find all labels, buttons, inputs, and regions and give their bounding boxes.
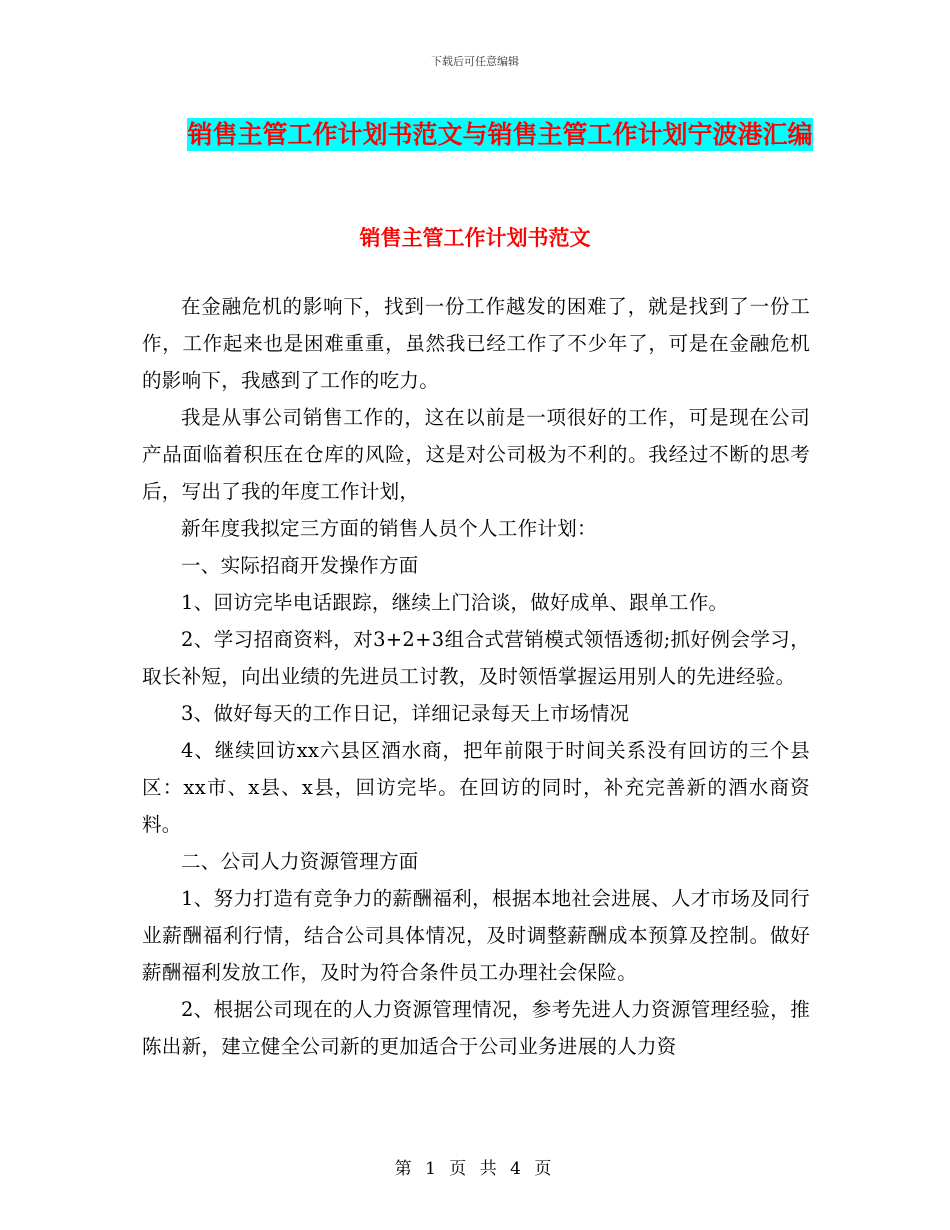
- document-title-text: 销售主管工作计划书范文与销售主管工作计划宁波港汇编: [187, 120, 813, 149]
- list-item: 3、做好每天的工作日记，详细记录每天上市场情况: [181, 702, 630, 725]
- subheading: 一、实际招商开发操作方面: [181, 554, 419, 577]
- paragraph: 在金融危机的影响下，找到一份工作越发的困难了，就是找到了一份工作，工作起来也是困难重重，虽然我已经工作了不少年了，可是在金融危机的影响下，我感到了工作的吃力。: [142, 295, 810, 392]
- list-item: 1、努力打造有竞争力的薪酬福利，根据本地社会进展、人才市场及同行业薪酬福利行情，结合公司具体情况，及时调整薪酬成本预算及控制。做好薪酬福利发放工作，及时为符合条件员工办理社会保险。: [142, 887, 810, 984]
- list-item: 2、学习招商资料，对3+2+3组合式营销模式领悟透彻;抓好例会学习，取长补短，向出业绩的先进员工讨教，及时领悟掌握运用别人的先进经验。: [142, 628, 810, 688]
- list-item: 4、继续回访xx六县区酒水商，把年前限于时间关系没有回访的三个县区：xx市、x县、x县，回访完毕。在回访的同时，补充完善新的酒水商资料。: [142, 739, 810, 836]
- section-title: 销售主管工作计划书范文: [359, 226, 591, 250]
- header-note: 下载后可任意编辑: [431, 55, 519, 68]
- document-title: [150, 110, 850, 160]
- subheading: 二、公司人力资源管理方面: [181, 850, 419, 873]
- paragraph: 我是从事公司销售工作的，这在以前是一项很好的工作，可是现在公司产品面临着积压在仓库的风险，这是对公司极为不利的。我经过不断的思考后，写出了我的年度工作计划，: [142, 406, 810, 503]
- document-body: [142, 288, 810, 1065]
- page-footer: 第 1 页 共 4 页: [394, 1159, 556, 1179]
- list-item: 2、根据公司现在的人力资源管理情况，参考先进人力资源管理经验，推陈出新，建立健全公司新的更加适合于公司业务进展的人力资: [142, 998, 810, 1058]
- list-item: 1、回访完毕电话跟踪，继续上门洽谈，做好成单、跟单工作。: [181, 591, 729, 614]
- paragraph: 新年度我拟定三方面的销售人员个人工作计划：: [181, 517, 597, 540]
